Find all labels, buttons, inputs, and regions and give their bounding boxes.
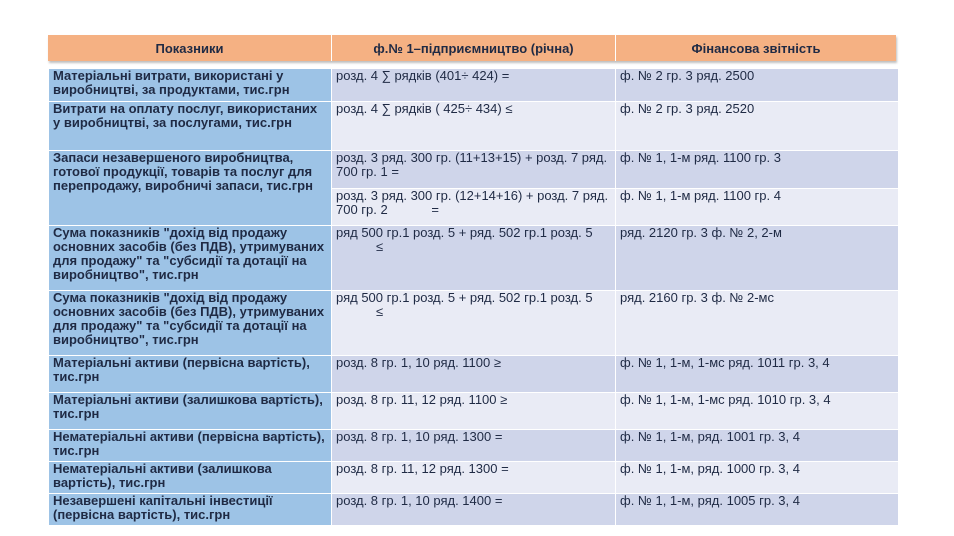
- financial-cell: ф. № 1, 1-м ряд. 1100 гр. 3: [616, 151, 899, 189]
- form1-cell: розд. 8 гр. 1, 10 ряд. 1100 ≥: [332, 356, 616, 393]
- table-row: [49, 69, 899, 102]
- financial-cell: ф. № 1, 1-м, 1-мс ряд. 1010 гр. 3, 4: [616, 393, 899, 430]
- form1-text: розд. 3 ряд. 300 гр. (12+14+16) + розд. 7 ряд. 700 гр. 2: [336, 188, 609, 217]
- financial-cell: ряд. 2120 гр. 3 ф. № 2, 2-м: [616, 226, 899, 291]
- financial-cell: ф. № 2 гр. 3 ряд. 2520: [616, 102, 899, 151]
- header-financial-reporting: Фінансова звітність: [615, 35, 896, 61]
- indicator-cell: Сума показників "дохід від продажу основних засобів (без ПДВ), утримуваних для продажу" та "субсидії та дотації на виробництво", тис.грн: [49, 226, 332, 291]
- financial-cell: ф. № 1, 1-м, ряд. 1005 гр. 3, 4: [616, 494, 899, 526]
- indicators-table: [48, 68, 899, 526]
- form1-cell: [332, 226, 616, 291]
- form1-text: ряд 500 гр.1 розд. 5 + ряд. 502 гр.1 розд. 5: [336, 225, 593, 240]
- financial-cell: ф. № 1, 1-м, 1-мс ряд. 1011 гр. 3, 4: [616, 356, 899, 393]
- indicator-cell: Матеріальні активи (залишкова вартість), тис.грн: [49, 393, 332, 430]
- form1-relation: =: [431, 202, 439, 217]
- form1-cell: розд. 8 гр. 11, 12 ряд. 1300 =: [332, 462, 616, 494]
- indicator-cell: Витрати на оплату послуг, використаних у виробництві, за послугами, тис.грн: [49, 102, 332, 151]
- table-row: [49, 151, 899, 189]
- indicator-cell: Сума показників "дохід від продажу основних засобів (без ПДВ), утримуваних для продажу" та "субсидії та дотації на виробництво", тис.грн: [49, 291, 332, 356]
- financial-cell: ф. № 1, 1-м, ряд. 1000 гр. 3, 4: [616, 462, 899, 494]
- financial-cell: ф. № 1, 1-м ряд. 1100 гр. 4: [616, 189, 899, 226]
- table-row: [49, 226, 899, 291]
- form1-cell: розд. 3 ряд. 300 гр. (11+13+15) + розд. 7 ряд. 700 гр. 1 =: [332, 151, 616, 189]
- table-header: [48, 35, 896, 61]
- financial-cell: ф. № 2 гр. 3 ряд. 2500: [616, 69, 899, 102]
- financial-cell: ф. № 1, 1-м, ряд. 1001 гр. 3, 4: [616, 430, 899, 462]
- table-row: [49, 494, 899, 526]
- indicator-cell: Нематеріальні активи (первісна вартість), тис.грн: [49, 430, 332, 462]
- header-form1: ф.№ 1–підприємництво (річна): [331, 35, 615, 61]
- indicator-cell: Матеріальні витрати, використані у виробництві, за продуктами, тис.грн: [49, 69, 332, 102]
- table-row: [49, 291, 899, 356]
- table-row: [49, 462, 899, 494]
- indicator-cell: Нематеріальні активи (залишкова вартість), тис.грн: [49, 462, 332, 494]
- form1-text: ряд 500 гр.1 розд. 5 + ряд. 502 гр.1 розд. 5: [336, 290, 593, 305]
- form1-cell: розд. 4 ∑ рядків ( 425÷ 434) ≤: [332, 102, 616, 151]
- form1-cell: [332, 189, 616, 226]
- table-row: [49, 102, 899, 151]
- form1-cell: розд. 4 ∑ рядків (401÷ 424) =: [332, 69, 616, 102]
- table-row: [49, 356, 899, 393]
- indicator-cell: Матеріальні активи (первісна вартість), тис.грн: [49, 356, 332, 393]
- form1-cell: розд. 8 гр. 11, 12 ряд. 1100 ≥: [332, 393, 616, 430]
- indicator-cell: Незавершені капітальні інвестиції (первісна вартість), тис.грн: [49, 494, 332, 526]
- form1-cell: розд. 8 гр. 1, 10 ряд. 1400 =: [332, 494, 616, 526]
- indicator-cell: Запаси незавершеного виробництва, готової продукції, товарів та послуг для перепродажу, виробничі запаси, тис.грн: [49, 151, 332, 226]
- form1-cell: [332, 291, 616, 356]
- table-row: [49, 393, 899, 430]
- form1-relation: ≤: [376, 304, 384, 319]
- form1-cell: розд. 8 гр. 1, 10 ряд. 1300 =: [332, 430, 616, 462]
- form1-relation: ≤: [376, 239, 384, 254]
- header-indicators: Показники: [155, 40, 224, 56]
- table-row: [49, 430, 899, 462]
- financial-cell: ряд. 2160 гр. 3 ф. № 2-мс: [616, 291, 899, 356]
